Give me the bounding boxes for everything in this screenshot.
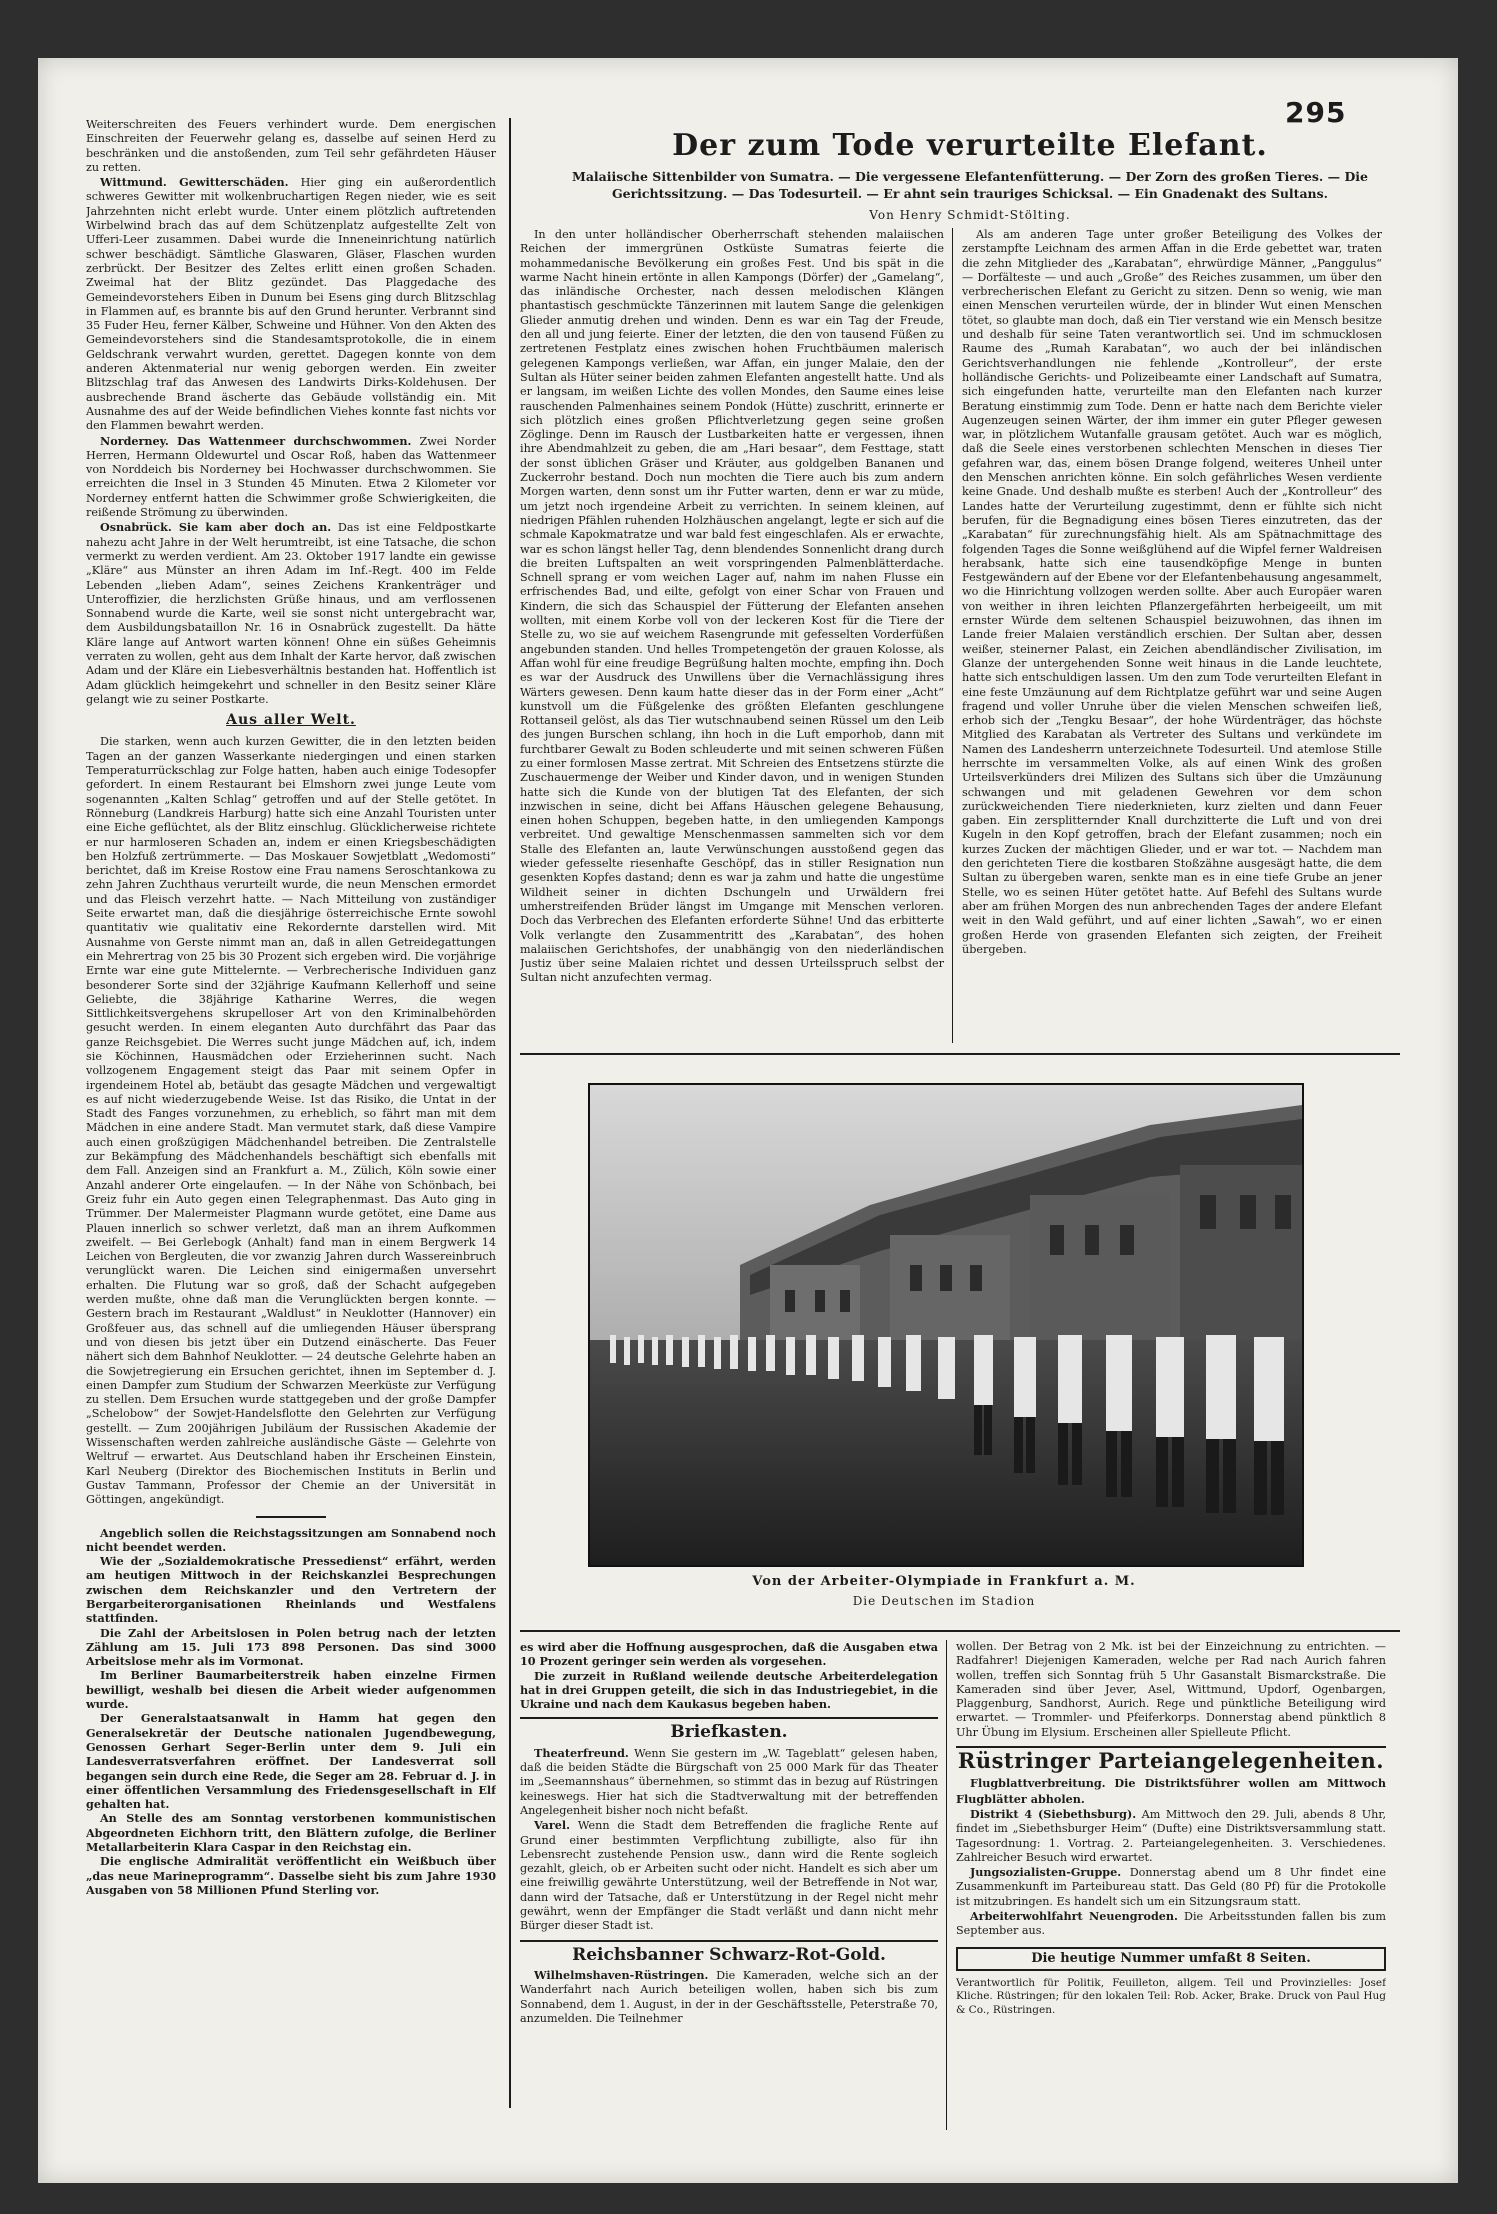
reichsbanner-continued: wollen. Der Betrag von 2 Mk. ist bei der Einzeichnung zu entrichten. — Radfahrer! Diejenigen Kameraden, welche per Rad nach Aurich fahren wollen, treffen sich Sonntag früh 5 Uhr Gasanstalt Bismarckstraße. Die Kameraden sind über Jever, Asel, Wittmund, Updorf, Ogenbargen, Plaggenburg, Sandhorst, Aurich. Rege und pünktliche Beteiligung wird erwartet. — Trommler- und Pfeiferkorps. Donnerstag abend pünktlich 8 Uhr Übung im Elysium. Erscheinen aller Spielleute Pflicht. bbox=[956, 1640, 1386, 1739]
story-column-2 bbox=[962, 228, 1382, 1043]
flugblatt-heading: Flugblattverbreitung. bbox=[970, 1776, 1106, 1791]
flugblatt-text: Die Distriktsführer wollen am Mittwoch Flugblätter abholen. bbox=[956, 1776, 1386, 1806]
divider bbox=[520, 1940, 938, 1942]
page-number: 295 bbox=[1285, 96, 1347, 129]
wittmund-text: Hier ging ein außerordentlich schweres Gewitter mit wolkenbruchartigen Regen nieder, wie es seit Jahrzehnten nicht erlebt wurde. Unter einem plötzlich auftretenden Wirbelwind brach das auf dem Schützenplatz aufgestellte Zelt von Ufferi-Leer zusammen. Dabei wurde die Inneneinrichtung natürlich schwer beschädigt. Sämtliche Glaswaren, Gläser, Flaschen wurden zerbrückt. Der Besitzer des Zeltes erlitt einen großen Schaden. Zweimal hat der Blitz gezündet. Das Plaggedache des Gemeindevorstehers Eiben in Dunum bei Esens ging durch Blitzschlag in Flammen auf, es brannte bis auf den Grund herunter. Verbrannt sind 35 Fuder Heu, ferner Kälber, Schweine und Hühner. Von den Akten des Gemeindevorstehers sind die Standesamtsprotokolle, die in einem Geldschrank verwahrt wurden, gerettet. Dagegen konnte von dem anderen Aktenmaterial nur wenig geborgen werden. Ein zweiter Blitzschlag traf das Anwesen des Landwirts Dirks-Koldehusen. Der ausbrechende Brand äscherte das Gebäude vollständig ein. Mit Ausnahme des auf der Weide befindlichen Viehes konnte fast nichts vor den Flammen bewahrt werden. bbox=[86, 176, 496, 433]
news-ausgaben: es wird aber die Hoffnung ausgesprochen, daß die Ausgaben etwa 10 Prozent geringer sein werden als vorgesehen. bbox=[520, 1640, 938, 1669]
divider bbox=[256, 1516, 326, 1518]
reichsbanner-heading: Reichsbanner Schwarz-Rot-Gold. bbox=[572, 1944, 886, 1965]
briefkasten-heading: Briefkasten. bbox=[670, 1722, 788, 1743]
world-news-text: Die starken, wenn auch kurzen Gewitter, die in den letzten beiden Tagen an der ganzen Wasserkante niedergingen und einen starken Temperaturrückschlag zur Folge hatten, haben auch einige Todesopfer gefordert. In einem Restaurant bei Elmshorn zwei junge Leute vom sogenannten „Kalten Schlag“ getroffen und auf der Stelle getötet. In Rönneburg (Landkreis Harburg) hatte sich eine Anzahl Touristen unter eine Eiche geflüchtet, als der Blitz einschlug. Glücklicherweise richtete er nur harmloseren Schaden an, indem er einen Kriegsbeschädigten ben Holzfuß zertrümmerte. — Das Moskauer Sowjetblatt „Wedomosti“ berichtet, daß im Kreise Rostow eine Frau namens Seroschtankowa zu zehn Jahren Zuchthaus verurteilt wurde, die neun Menschen ermordet und das Fleisch verzehrt hatte. — Nach Mitteilung von zuständiger Seite erwartet man, daß die diesjährige österreichische Ernte sowohl quantitativ wie qualitativ eine Rekordernte darstellen wird. Mit Ausnahme von Gerste nimmt man an, daß in allen Getreidegattungen ein Mehrertrag von 25 bis 30 Prozent sich ergeben wird. Die vorjährige Ernte war eine gute Mittelernte. — Verbrecherische Individuen ganz besonderer Sorte sind der 32jährige Kaufmann Kellerhoff und seine Geliebte, die 38jährige Katharine Werres, die wegen Sittlichkeitsvergehens skrupelloser Art von den Kriminalbehörden gesucht werden. In einem eleganten Auto durchfährt das Paar das ganze Reichsgebiet. Die Werres sucht junge Mädchen auf, ich, indem sie Köchinnen, Hausmädchen oder Erzieherinnen sucht. Nach vollzogenem Engagement steigt das Paar mit seinem Opfer in irgendeinem Hotel ab, betäubt das gesagte Mädchen und vergewaltigt es auf nicht wiederzugebende Weise. Ist das Risiko, die Untat in der Stadt des Fanges vorzunehmen, zu erheblich, so fährt man mit dem Mädchen in eine andere Stadt. Man vermutet stark, daß diese Vampire auch einen großzügigen Mädchenhandel betreiben. Die Zentralstelle zur Bekämpfung des Mädchenhandels beschäftigt sich ebenfalls mit dem Fall. Anzeigen sind an Frankfurt a. M., Zülich, Köln sowie einer Anzahl anderer Orte eingelaufen. — In der Nähe von Schönbach, bei Greiz fuhr ein Auto gegen einen Telegraphenmast. Das Auto ging in Trümmer. Der Malermeister Plagmann wurde getötet, eine Dame aus Plauen innerlich so schwer verletzt, daß man an ihrem Aufkommen zweifelt. — Bei Gerlebogk (Anhalt) fand man in einem Bergwerk 14 Leichen von Bergleuten, die vor zwanzig Jahren durch Wassereinbruch verunglückt waren. Die Leichen sind einigermaßen unversehrt erhalten. Die Flutung war so groß, daß der Schacht aufgegeben werden mußte, ohne daß man die Verunglückten bergen konnte. — Gestern brach im Restaurant „Waldlust“ in Neuklotter (Hannover) ein Großfeuer aus, das schnell auf die umliegenden Häuser übersprang und von diesen bis jetzt über ein Dutzend einäscherte. Das Feuer nähert sich dem Bahnhof Neuklotter. — 24 deutsche Gelehrte haben an die Sowjetregierung ein Ersuchen gerichtet, ihnen im September d. J. einen Dampfer zum Studium der Schwarzen Meerküste zur Verfügung zu stellen. Dem Ersuchen wurde stattgegeben und der große Dampfer „Schelobow“ der Sowjet-Handelsflotte den Gelehrten zur Verfügung gestellt. — Zum 200jährigen Jubiläum der Russischen Akademie der Wissenschaften werden zahlreiche ausländische Gäste — Gelehrte von Weltruf — erwartet. Aus Deutschland haben ihr Erscheinen Einstein, Karl Neuberg (Direktor des Biochemischen Instituts in Berlin und Gustav Tammann, Professor der Chemie an der Universität in Göttingen, angekündigt. bbox=[86, 735, 496, 1507]
imprint: Verantwortlich für Politik, Feuilleton, allgem. Teil und Provinzielles: Josef Kliche. Rüstringen; für den lokalen Teil: Rob. Acker, Brake. Druck von Paul Hug & Co., Rüstringen. bbox=[956, 1976, 1386, 2016]
theaterfreund-heading: Theaterfreund. bbox=[534, 1745, 629, 1760]
column-rule bbox=[509, 118, 511, 2108]
norderney-heading: Norderney. Das Wattenmeer durchschwommen. bbox=[100, 433, 412, 448]
news-reichstag: Angeblich sollen die Reichstagssitzungen am Sonnabend noch nicht beendet werden. bbox=[86, 1525, 496, 1554]
news-polen: Die Zahl der Arbeitslosen in Polen betrug nach der letzten Zählung am 15. Juli 173 898 Personen. Das sind 3000 Arbeitslose mehr als im Vormonat. bbox=[86, 1625, 496, 1669]
story-rule bbox=[520, 1053, 1400, 1055]
awo-heading: Arbeiterwohlfahrt Neuengroden. bbox=[970, 1909, 1178, 1924]
wittmund-heading: Wittmund. Gewitterschäden. bbox=[100, 175, 289, 190]
column-rule bbox=[946, 1640, 947, 2130]
norderney-text: Zwei Norder Herren, Hermann Oldewurtel und Oscar Roß, haben das Wattenmeer von Norddeich bis Norderney bei Hochwasser durchschwommen. Sie erreichten die Insel in 3 Stunden 45 Minuten. Etwa 2 Kilometer vor Norderney entfernt hatten die Schwimmer große Schwierigkeiten, die reißende Strömung zu überwinden. bbox=[86, 434, 496, 520]
story-text-2: Als am anderen Tage unter großer Beteiligung des Volkes der zerstampfte Leichnam des armen Affan in die Erde gebettet war, traten die zehn Mitglieder des „Karabatan“, ehrwürdige Männer, „Panggulus“ — Dorfälteste — und auch „Große“ des Reiches zusammen, um über den verbrecherischen Elefant zu Gericht zu sitzen. Denn so wenig, wie man einen Menschen verurteilen würde, der in blinder Wut einen Menschen tötet, so glaubte man doch, daß ein Tier verstand wie ein Mensch besitze und deshalb für seine Taten verantwortlich sei. Und im schmucklosen Raume des „Rumah Karabatan“, wo auch der bei inländischen Gerichtsverhandlungen nie fehlende „Kontrolleur“, der erste holländische Gerichts- und Polizeibeamte einer Landschaft auf Sumatra, sich eingefunden hatte, verurteilte man den Elefanten nach kurzer Beratung einstimmig zum Tode. Denn er hatte nach dem Berichte vieler Augenzeugen seinen Wärter, der ihm immer ein guter Pfleger gewesen war, in plötzlichem Wutanfalle grausam getötet. Auch war es möglich, daß die Seele eines verstorbenen schlechten Menschen in dieses Tier gefahren war, das, einem bösen Drange folgend, weiteres Unheil unter den Menschen anrichten könne. Ein solch gefährliches Wesen verdiente keine Gnade. Und deshalb mußte es sterben! Auch der „Kontrolleur“ des Landes hatte der Verurteilung zugestimmt, denn er fühlte sich nicht berufen, für die Begnadigung eines bösen Tieres einzutreten, das der „Karabatan“ für zurechnungsfähig hielt. Als am Spätnachmittage des folgenden Tages die Sonne weißglühend auf die Wipfel ferner Waldreisen herabsank, hatte sich eine tausendköpfige Menge in bunten Festgewändern auf der Ebene vor der Elefantenbehausung angesammelt, wo die Hinrichtung vollzogen werden sollte. Aber auch Europäer waren von weither in ihren leichten Pflanzergefährten herbeigeeilt, um mit ernster Würde dem seltenen Schauspiel beizuwohnen, das ihnen im Lande freier Malaien verständlich erschien. Der Sultan aber, dessen weißer, steinerner Palast, ein Zeichen abendländischer Zivilisation, im Glanze der untergehenden Sonne weit hinaus in die Lande leuchtete, hatte sich entschuldigen lassen. Um den zum Tode verurteilten Elefant in eine feste Umzäunung auf dem Richtplatze geführt war und seine Augen fragend und voller Unruhe über die vielen Menschen schweifen ließ, erhob sich der „Tengku Besaar“, der hohe Würdenträger, das höchste Mitglied des Karabatan als Vertreter des Sultans und verkündete im Namen des Landesherrn unterzeichnete Todesurteil. Und atemlose Stille herrschte im versammelten Volke, als auf einen Wink des großen Urteilsverkünders drei Milizen des Sultans sich über die Umzäunung schwangen und mit geladenen Gewehren vor dem schon zurückweichenden Tiere niederknieten, kurz zielten und dann Feuer gaben. Ein zersplitternder Knall durchzitterte die Luft und von drei Kugeln in den Kopf getroffen, brach der Elefant zusammen; noch ein kurzes Zucken der mächtigen Glieder, und er war tot. — Nachdem man den gerichteten Tiere die kostbaren Stoßzähne ausgesägt hatte, die dem Sultan zu übergeben waren, senkte man es in eine tiefe Grube an jener Stelle, wo es seinen Hüter getötet hatte. Auf Befehl des Sultans wurde aber am frühen Morgen des nun anbrechenden Tages der andere Elefant weit in den Wald geführt, und auf einer lichten „Sawah“, wo er einen großen Herde von grasenden Elefanten sich zeigten, der Freiheit übergeben. bbox=[962, 228, 1382, 956]
olympiade-photo bbox=[588, 1083, 1304, 1567]
news-marine: Die englische Admiralität veröffentlicht ein Weißbuch über „das neue Marineprogramm“. Dasselbe sieht bis zum Jahre 1930 Ausgaben von 58 Millionen Pfund Sterling vor. bbox=[86, 1854, 496, 1897]
left-column bbox=[86, 118, 496, 2108]
news-delegation: Die zurzeit in Rußland weilende deutsche Arbeiterdelegation hat in drei Gruppen geteilt, die sich in das Industriegebiet, in die Ukraine und nach dem Kaukasus begeben haben. bbox=[520, 1668, 938, 1712]
page-count-notice: Die heutige Nummer umfaßt 8 Seiten. bbox=[956, 1947, 1386, 1971]
news-landesverrat: Der Generalstaatsanwalt in Hamm hat gegen den Generalsekretär der Deutsche nationalen Jugendbewegung, Genossen Gerhart Seger-Berlin unter dem 9. Juli ein Landesverratsverfahren eröffnet. Der Landesverrat soll begangen sein durch eine Rede, die Seger am 28. Februar d. J. in einer öffentlichen Versammlung des Friedensgesellschaft in Elf gehalten hat. bbox=[86, 1711, 496, 1812]
partei-heading: Rüstringer Parteiangelegenheiten. bbox=[957, 1748, 1385, 1774]
photo-subcaption: Die Deutschen im Stadion bbox=[852, 1594, 1036, 1608]
news-bergarbeiter: Wie der „Sozialdemokratische Pressedienst“ erfährt, werden am heutigen Mittwoch in der Reichskanzlei Besprechungen zwischen dem Reichskanzler und den Vertretern der Bergarbeiterorganisationen Rheinlands und Westfalens stattfinden. bbox=[86, 1554, 496, 1626]
osnabrueck-text: Das ist eine Feldpostkarte nahezu acht Jahre in der Welt herumtreibt, ist eine Tatsache, die schon vermerkt zu werden verdient. Am 23. Oktober 1917 landte ein gewisse „Kläre“ aus Münster an ihren Adam im Inf.-Regt. 400 im Felde Lebenden „lieben Adam“, seines Zeichens Krankenträger und Unteroffizier, die herzlichsten Grüße hinaus, und am verflossenen Sonnabend wurde die Karte, weil sie sonst nicht untergebracht war, dem Ausbildungsbataillon Nr. 16 in Osnabrück zugestellt. Da hätte Kläre lange auf Antwort warten können! Ohne ein süßes Geheimnis verraten zu wollen, geht aus dem Inhalt der Karte hervor, daß zwischen Adam und der Kläre ein Liebesverhältnis bestanden hat. Hoffentlich ist Adam glücklich heimgekehrt und schneller in den Besitz seiner Kläre gelangt wie zu seiner Postkarte. bbox=[86, 521, 496, 706]
section-heading-aus-aller-welt: Aus aller Welt. bbox=[226, 712, 356, 729]
varel-heading: Varel. bbox=[534, 1818, 571, 1833]
middle-column bbox=[520, 1640, 938, 2130]
right-column bbox=[956, 1640, 1386, 2140]
wilhelmshaven-text: Die Kameraden, welche sich an der Wanderfahrt nach Aurich beteiligen wollen, haben sich bis zum Sonnabend, dem 1. August, in der in der Geschäftsstelle, Peterstraße 70, anzumelden. Die Teilnehmer bbox=[520, 1968, 938, 2025]
osnabrueck-heading: Osnabrück. Sie kam aber doch an. bbox=[100, 520, 332, 535]
story-subhead: Malaiische Sittenbilder von Sumatra. — Die vergessene Elefantenfütterung. — Der Zorn des großen Tieres. — Die Gerichtssitzung. — Das Todesurteil. — Er ahnt sein trauriges Schicksal. — Ein Gnadenakt des Sultans. bbox=[571, 169, 1369, 201]
varel-text: Wenn die Stadt dem Betreffenden die fragliche Rente auf Grund einer bestimmten Verpflichtung zubilligte, also für ihn Lebensrecht zustehende Pension usw., dann wird die Rente sogleich gezahlt, gleich, ob er Arbeiten sucht oder nicht. Handelt es sich aber um eine freiwillig gewährte Unterstützung, weil der Betreffende in Not war, dann wird der Tatsache, daß er Unterstützung in der Regel nicht mehr gewährt, wenn der Empfänger die Stadt verläßt und dann nicht mehr Bürger dieser Stadt ist. bbox=[520, 1819, 938, 1933]
divider bbox=[520, 1717, 938, 1719]
wilhelmshaven-heading: Wilhelmshaven-Rüstringen. bbox=[534, 1967, 709, 1982]
theaterfreund-text: Wenn Sie gestern im „W. Tageblatt“ gelesen haben, daß die beiden Städte die Bürgschaft von 25 000 Mark für das Theater im „Seemannshaus“ übernehmen, so stimmt das in bezug auf Rüstringen keineswegs. Hier hat sich die Stadtverwaltung mit der betreffenden Angelegenheit bisher noch nicht befaßt. bbox=[520, 1746, 938, 1817]
story-text-1: In den unter holländischer Oberherrschaft stehenden malaiischen Reichen der immergrünen Ostküste Sumatras feierte die mohammedanische Bevölkerung ein großes Fest. Und bis spät in die warme Nacht hinein ertönte in allen Kampongs (Dörfer) der „Gamelang“, das inländische Orchester, nach dessen melodischen Klängen phantastisch geschmückte Tänzerinnen mit lautem Sange die gelenkigen Glieder anmutig drehen und winden. Denn es war ein Tag der Freude, den all und jung feierte. Einer der letzten, die den von tausend Füßen zu zertretenen Festplatz eines zwischen hohen Fruchtbäumen malerisch gelegenen Kampongs verließen, war Affan, ein junger Malaie, den der Sultan als Hüter seiner beiden zahmen Elefanten angestellt hatte. Und als er langsam, im weißen Lichte des vollen Mondes, den Saume eines leise rauschenden Palmenhaines seinem Pondok (Hütte) zuschritt, erinnerte er sich plötzlich eines großen Pflichtverletzung gegen seine großen Zöglinge. Denn im Rausch der Lustbarkeiten hatte er vergessen, ihnen ihre Abendmahlzeit zu geben, die am „Hari besaar“, dem Festtage, statt der sonst üblichen Gräser und Kräuter, aus goldgelben Bananen und Zuckerrohr bestand. Doch nun mochten die Tiere auch bis zum andern Morgen warten, denn sonst um ihr Futter warten, denn er war zu müde, um jetzt noch irgendeine Arbeit zu verrichten. In seinem kleinen, auf niedrigen Pfählen ruhenden Holzhäuschen angelangt, legte er sich auf die schmale Kapokmatratze und war bald fest eingeschlafen. Als er erwachte, war es schon längst heller Tag, denn blendendes Sonnenlicht drang durch die breiten Luftspalten an weit vorspringenden Palmenblätterdache. Schnell sprang er vom weichen Lager auf, nahm im nahen Flusse ein erfrischendes Bad, und eilte, gefolgt von einer Schar von Frauen und Kindern, die sich das Schauspiel der Fütterung der Elefanten ansehen wollten, mit einem Korbe voll von der leckeren Kost für die Tiere der Stelle zu, wo sie auf weichem Rasengrunde mit gefesselten Vorderfüßen angebunden standen. Und helles Trompetengetön der grauen Kolosse, als Affan wohl für eine freudige Begrüßung halten mochte, empfing ihn. Doch es war der Ausdruck des Unwillens über die Vernachlässigung ihres Wärters gewesen. Denn kaum hatte dieser das in der Form einer „Acht“ kunstvoll um die Füßgelenke des größten Elefanten geschlungene Rottanseil gelöst, als das Tier wutschnaubend seinen Rüssel um den Leib des jungen Burschen schlang, ihn hoch in die Luft emporhob, dann mit furchtbarer Gewalt zu Boden schleuderte und mit seinen schweren Füßen zu einer formlosen Masse zertrat. Mit Schreien des Entsetzens stürzte die Zuschauermenge der Weiber und Kinder davon, und in wenigen Stunden hatte sich die Kunde von der blutigen Tat des Elefanten, der sich inzwischen in seine, dicht bei Affans Häuschen gelegene Behausung, einen hohen Schuppen, begeben hatte, in den umliegenden Kampongs verbreitet. Und gewaltige Menschenmassen sammelten sich vor dem Stalle des Elefanten an, laute Verwünschungen ausstoßend gegen das wieder gefesselte riesenhafte Geschöpf, das in stiller Resignation nun gesenkten Kopfes dastand; denn es war ja zahm und hatte die ungestüme Wildheit seiner in dichten Dschungeln und Urwäldern frei umherstreifenden Brüder längst im Umgange mit Menschen verloren. Doch das Verbrechen des Elefanten erforderte Sühne! Und das erbitterte Volk verlangte den Zusammentritt des „Karabatan“, des hohen malaiischen Gerichtshofes, der unabhängig von den niederländischen Justiz über seine Malaien richtet und dessen Urteilsspruch selbst der Sultan nicht anzufechten vermag. bbox=[520, 228, 944, 985]
distrikt-heading: Distrikt 4 (Siebethsburg). bbox=[970, 1806, 1137, 1821]
distrikt-text: Am Mittwoch den 29. Juli, abends 8 Uhr, findet im „Siebethsburger Heim“ (Dufte) eine Distriktsversammlung statt. Tagesordnung: 1. Vortrag. 2. Parteiangelegenheiten. 3. Verschiedenes. Zahlreicher Besuch wird erwartet. bbox=[956, 1807, 1386, 1864]
story-column-1 bbox=[520, 228, 944, 1043]
story-headline: Der zum Tode verurteilte Elefant. bbox=[672, 128, 1268, 163]
jungsoz-text: Donnerstag abend um 8 Uhr findet eine Zusammenkunft im Parteibureau statt. Das Geld (80 Pf) für die Protokolle ist mitzubringen. Es handelt sich um ein Sitzungsraum statt. bbox=[956, 1866, 1386, 1908]
story-byline: Von Henry Schmidt-Stölting. bbox=[869, 208, 1071, 222]
awo-text: Die Arbeitsstunden fallen bis zum September aus. bbox=[956, 1910, 1386, 1938]
stadium-image bbox=[590, 1085, 1302, 1565]
photo-rule bbox=[520, 1630, 1400, 1632]
fire-report: Weiterschreiten des Feuers verhindert wurde. Dem energischen Einschreiten der Feuerwehr gelang es, dasselbe auf seinen Herd zu beschränken und die anstoßenden, zum Teil sehr gefährdeten Häuser zu retten. bbox=[86, 118, 496, 174]
jungsoz-heading: Jungsozialisten-Gruppe. bbox=[970, 1865, 1122, 1880]
news-eichhorn: An Stelle des am Sonntag verstorbenen kommunistischen Abgeordneten Eichhorn tritt, den Blättern zufolge, die Berliner Metallarbeiterin Klara Caspar in den Reichstag ein. bbox=[86, 1811, 496, 1855]
news-baustreik: Im Berliner Baumarbeiterstreik haben einzelne Firmen bewilligt, weshalb bei diesen die Arbeit wieder aufgenommen wurde. bbox=[86, 1668, 496, 1712]
photo-caption: Von der Arbeiter-Olympiade in Frankfurt a. M. bbox=[752, 1574, 1136, 1589]
column-rule bbox=[952, 228, 953, 1043]
